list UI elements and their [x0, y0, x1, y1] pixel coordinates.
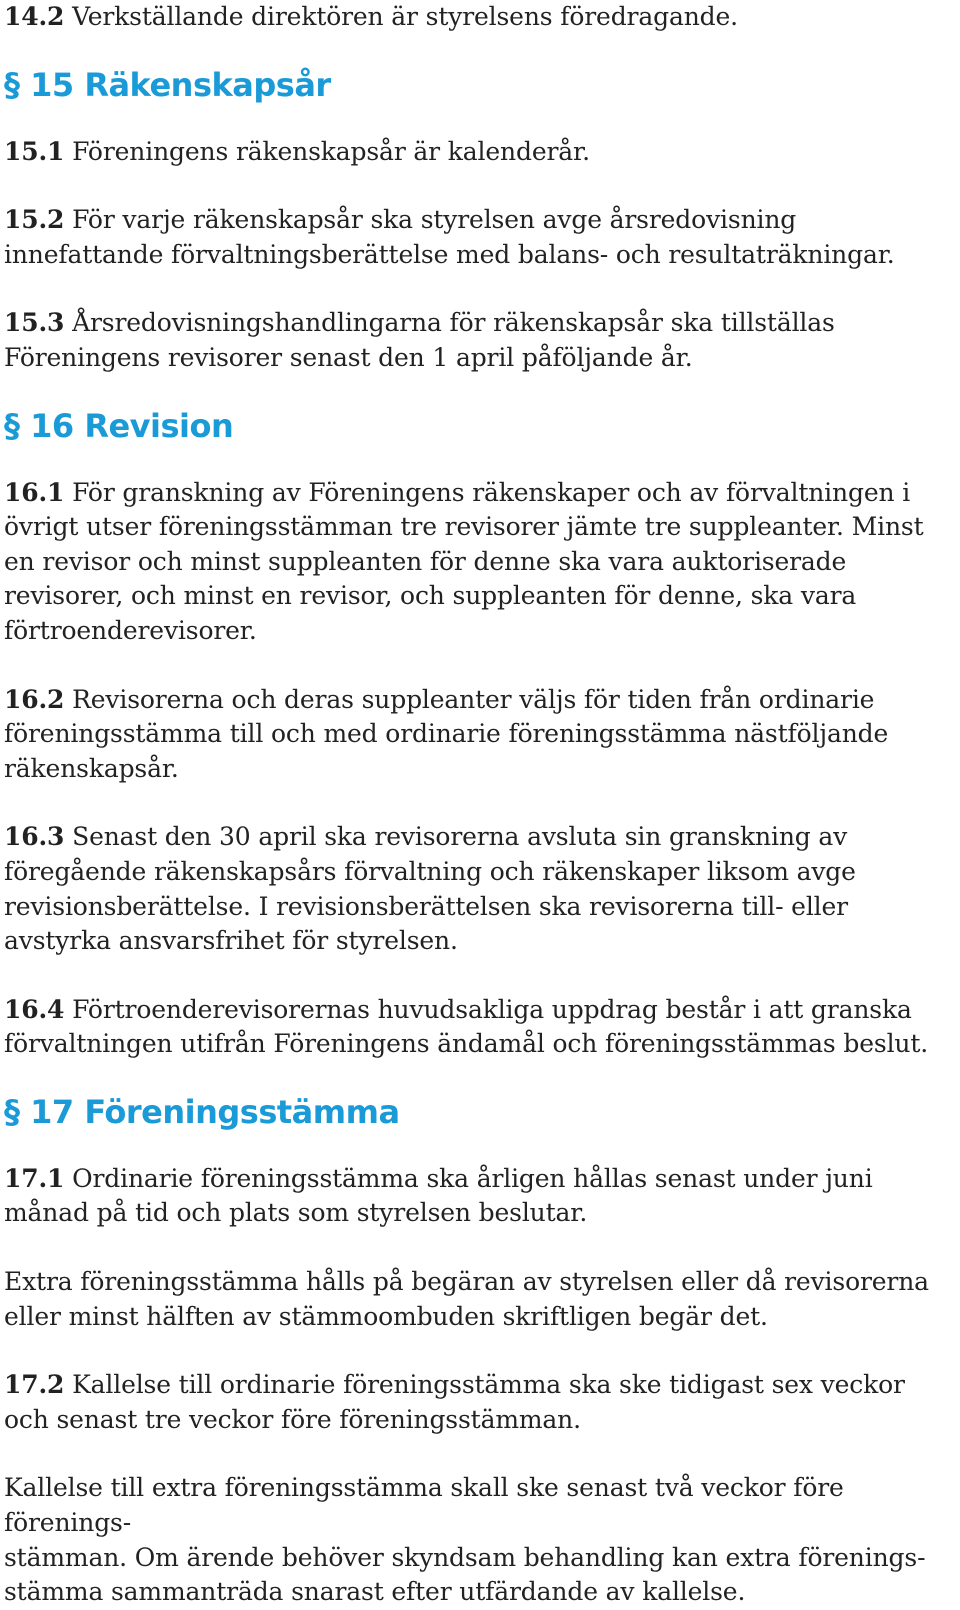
paragraph-15-3 [4, 306, 956, 375]
paragraph-17-2-extra [4, 1471, 956, 1609]
paragraph-number: 16.1 [4, 477, 65, 507]
paragraph-text: Revisorerna och deras suppleanter väljs för tiden från ordinarie föreningsstämma till och med ordinarie föreningsstämma nästföljande räkenskapsår. [4, 684, 889, 783]
paragraph-text: Verkställande direktören är styrelsens föredragande. [64, 2, 738, 31]
text-line: Kallelse till extra föreningsstämma skall ske senast två veckor före förenings- [4, 1473, 844, 1538]
paragraph-text: För varje räkenskapsår ska styrelsen avge årsredovisning innefattande förvaltningsberättelse med balans- och resultaträkningar. [4, 205, 895, 269]
section-heading-16: § 16 Revision [4, 406, 234, 445]
paragraph-16-3 [4, 820, 956, 958]
paragraph-number: 15.3 [4, 308, 65, 338]
paragraph-text: Årsredovisningshandlingarna för räkenskapsår ska tillställas Föreningens revisorer senast den 1 april påföljande år. [4, 308, 835, 372]
paragraph-number: 16.3 [4, 822, 65, 852]
document-page [4, 0, 956, 1610]
paragraph-15-1 [4, 135, 956, 170]
section-heading-15: § 15 Räkenskapsår [4, 65, 331, 104]
text-line: stämma sammanträda snarast efter utfärdande av kallelse. [4, 1577, 746, 1607]
paragraph-15-2 [4, 203, 956, 272]
paragraph-17-1-extra: Extra föreningsstämma hålls på begäran av styrelsen eller då revisorerna eller minst hälften av stämmoombuden skriftligen begär det. [4, 1267, 929, 1331]
paragraph-text: För granskning av Föreningens räkenskaper och av förvaltningen i övrigt utser föreningsstämman tre revisorer jämte tre suppleanter. Minst en revisor och minst suppleanten för denne ska vara auktoriserade revisorer, och minst en revisor, och suppleanten för denne, ska vara förtroenderevisorer. [4, 477, 924, 645]
paragraph-text: Förtroenderevisorernas huvudsakliga uppdrag består i att granska förvaltningen utifrån Föreningens ändamål och föreningsstämmas beslut. [4, 994, 929, 1059]
paragraph-number: 14.2 [4, 2, 65, 31]
paragraph-number: 15.2 [4, 205, 65, 235]
text-line: stämman. Om ärende behöver skyndsam behandling kan extra förenings- [4, 1542, 926, 1572]
paragraph-16-2 [4, 683, 956, 787]
paragraph-14-2 [4, 0, 956, 35]
paragraph-16-1 [4, 476, 956, 649]
paragraph-text: Senast den 30 april ska revisorerna avsluta sin granskning av föregående räkenskapsårs förvaltning och räkenskaper liksom avge revisionsberättelse. I revisionsberättelsen ska revisorerna till- eller avstyrka ansvarsfrihet för styrelsen. [4, 822, 856, 956]
paragraph-number: 16.2 [4, 684, 65, 714]
paragraph-text: Föreningens räkenskapsår är kalenderår. [64, 136, 590, 166]
paragraph-17-1 [4, 1162, 956, 1231]
paragraph-16-4 [4, 993, 956, 1062]
paragraph-number: 15.1 [4, 136, 65, 166]
paragraph-number: 16.4 [4, 994, 65, 1024]
paragraph-number: 17.1 [4, 1163, 65, 1193]
paragraph-17-2 [4, 1368, 956, 1437]
paragraph-text: Kallelse till ordinarie föreningsstämma ska ske tidigast sex veckor och senast tre veckor före föreningsstämman. [4, 1370, 905, 1434]
paragraph-text: Ordinarie föreningsstämma ska årligen hållas senast under juni månad på tid och plats som styrelsen beslutar. [4, 1163, 873, 1228]
paragraph-number: 17.2 [4, 1370, 65, 1400]
section-heading-17: § 17 Föreningsstämma [4, 1092, 400, 1131]
